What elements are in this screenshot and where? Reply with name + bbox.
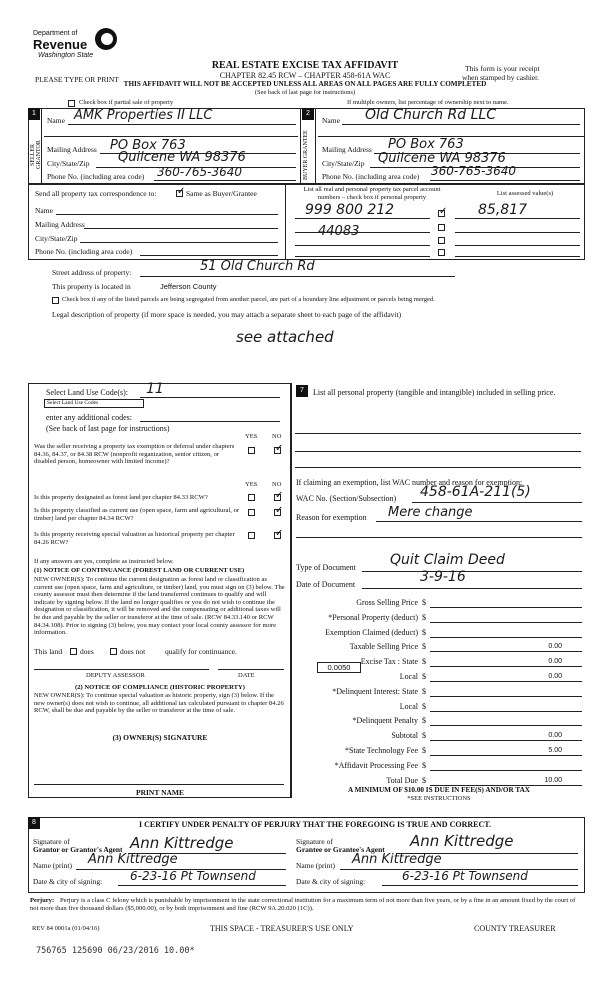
perjury-label: Perjury: bbox=[30, 897, 55, 904]
grantor-sig-label: Signature of bbox=[33, 837, 70, 846]
q3-no-checkbox[interactable] bbox=[274, 509, 281, 516]
county-treasurer: COUNTY TREASURER bbox=[474, 924, 556, 933]
local-rate: 0.0050 bbox=[327, 663, 351, 672]
tax-row-dollar: $ bbox=[422, 686, 426, 696]
doc-date-label: Date of Document bbox=[296, 580, 356, 589]
form-chapter: CHAPTER 82.45 RCW – CHAPTER 458-61A WAC bbox=[219, 71, 391, 80]
same-as-buyer-label: Same as Buyer/Grantee bbox=[186, 189, 257, 198]
question-4: Is this property receiving special valuation as historical property per chapter 84.26 RCW? bbox=[34, 531, 235, 546]
parcel-2[interactable]: 44083 bbox=[318, 224, 360, 239]
seller-name-label: Name bbox=[47, 116, 65, 125]
q1-no-checkbox[interactable] bbox=[274, 447, 281, 454]
grantor-agent-label: Grantor or Grantor's Agent bbox=[33, 845, 123, 854]
tax-row-label: *Affidavit Processing Fee bbox=[334, 760, 418, 770]
tax-row-label: *Delinquent Interest: State bbox=[332, 686, 418, 696]
receipt-note-2: when stamped by cashier. bbox=[462, 73, 540, 82]
tax-row-dollar: $ bbox=[422, 746, 426, 755]
parcel-header-2: numbers – check box if personal property bbox=[317, 194, 427, 201]
land-use-see-back: (See back of last page for instructions) bbox=[46, 424, 170, 433]
tax-row-label: *Personal Property (deduct) bbox=[328, 612, 418, 622]
parcel-header-1: List all real and personal property tax parcel account bbox=[303, 186, 441, 193]
does-not-checkbox[interactable] bbox=[110, 648, 117, 655]
notice2-title: (2) NOTICE OF COMPLIANCE (HISTORIC PROPERTY) bbox=[75, 684, 245, 691]
grantor-name[interactable]: Ann Kittredge bbox=[88, 852, 178, 867]
dor-logo-line1: Department of bbox=[33, 30, 78, 37]
seller-side-label: SELLER GRANTOR bbox=[30, 140, 42, 170]
partial-sale-checkbox[interactable] bbox=[68, 100, 75, 107]
seller-phone-label: Phone No. (including area code) bbox=[47, 172, 145, 181]
tax-row-dollar: $ bbox=[422, 627, 426, 637]
tax-row-label: Total Due bbox=[386, 775, 418, 785]
q3-yes-checkbox[interactable] bbox=[248, 509, 255, 516]
buyer-name-label: Name bbox=[322, 116, 340, 125]
tax-row-label: Local bbox=[399, 701, 418, 711]
land-use-code[interactable]: 11 bbox=[146, 381, 164, 397]
section-8-marker: 8 bbox=[28, 817, 40, 829]
tax-row-label: *Delinquent Penalty bbox=[352, 716, 418, 726]
yes-header-2: YES bbox=[245, 481, 258, 488]
owner-signature-label: (3) OWNER(S) SIGNATURE bbox=[112, 733, 208, 742]
doc-date[interactable]: 3-9-16 bbox=[420, 569, 466, 585]
tax-row-dollar: $ bbox=[422, 612, 426, 622]
question-3: Is this property classified as current use (open space, farm and agricultural, or timber) land per chapter 84.34 RCW? bbox=[34, 507, 240, 522]
seller-mailing[interactable]: PO Box 763 bbox=[110, 138, 186, 153]
grantor-name-label: Name (print) bbox=[33, 861, 72, 870]
treasurer-stamp: 756765 125690 06/23/2016 10.00* bbox=[36, 946, 195, 956]
parcel4-personal-checkbox[interactable] bbox=[438, 249, 445, 256]
parcel-1[interactable]: 999 800 212 bbox=[305, 202, 395, 218]
tax-row-value[interactable]: 0.00 bbox=[548, 732, 562, 740]
tax-row-dollar: $ bbox=[422, 598, 426, 607]
see-instructions: *SEE INSTRUCTIONS bbox=[407, 795, 471, 802]
reason-label: Reason for exemption bbox=[296, 513, 367, 522]
tax-row-value[interactable]: 0.00 bbox=[548, 643, 562, 651]
treasurer-space: THIS SPACE - TREASURER'S USE ONLY bbox=[210, 924, 354, 933]
tax-row-value[interactable]: 0.00 bbox=[548, 673, 562, 680]
personal-property-label: List all personal property (tangible and intangible) included in selling price. bbox=[313, 388, 556, 397]
tax-row-label: Subtotal bbox=[391, 731, 418, 741]
notice2-body: NEW OWNER(S): To continue special valuation as historic property, sign (3) below. If the new owner(s) does not wish to continue, all additional tax calculated pursuant to chapter 84.26 RCW, shall be due and payable by the seller or transferor at the time of sale. bbox=[34, 692, 284, 715]
doc-type-label: Type of Document bbox=[296, 563, 356, 572]
tax-row-dollar: $ bbox=[422, 642, 426, 652]
legal-description[interactable]: see attached bbox=[236, 328, 334, 346]
does-label: does bbox=[80, 647, 94, 656]
q2-yes-checkbox[interactable] bbox=[248, 494, 255, 501]
tax-row-dollar: $ bbox=[422, 657, 426, 667]
question-2: Is this property designated as forest land per chapter 84.33 RCW? bbox=[34, 494, 208, 501]
please-type: PLEASE TYPE OR PRINT bbox=[35, 75, 119, 84]
tax-row-label: Excise Tax : State bbox=[360, 657, 418, 667]
does-checkbox[interactable] bbox=[70, 648, 77, 655]
tax-row-label: Taxable Selling Price bbox=[349, 642, 418, 652]
wac-label: WAC No. (Section/Subsection) bbox=[296, 494, 397, 503]
parcel3-personal-checkbox[interactable] bbox=[438, 237, 445, 244]
buyer-mailing[interactable]: PO Box 763 bbox=[388, 137, 464, 152]
q1-yes-checkbox[interactable] bbox=[248, 447, 255, 454]
buyer-city-label: City/State/Zip bbox=[322, 159, 365, 168]
assessed-header: List assessed value(s) bbox=[496, 190, 554, 197]
corr-city-label: City/State/Zip bbox=[35, 234, 78, 243]
perjury-text: Perjury is a class C felony which is punishable by imprisonment in the state correctional institution for a maximum term of not more than five years, or by a fine in an amount fixed by the court of not more than five thousand dollars ($5,000.00), or by both imprisonment and fine (RCW 9A.20.020 (1C)). bbox=[30, 897, 576, 912]
grantor-date-label: Date & city of signing: bbox=[33, 877, 103, 886]
receipt-note-1: This form is your receipt bbox=[465, 64, 540, 73]
grantee-name-label: Name (print) bbox=[296, 861, 335, 870]
section-1-marker: 1 bbox=[28, 108, 40, 120]
no-header-1: NO bbox=[272, 433, 282, 440]
notice1-title: (1) NOTICE OF CONTINUANCE (FOREST LAND OR CURRENT USE) bbox=[34, 567, 245, 574]
q2-no-checkbox[interactable] bbox=[274, 494, 281, 501]
dor-logo-line2: Revenue bbox=[33, 37, 88, 52]
corr-name-label: Name bbox=[35, 206, 53, 215]
seller-city-label: City/State/Zip bbox=[47, 159, 90, 168]
doc-type[interactable]: Quit Claim Deed bbox=[390, 552, 505, 568]
seller-city[interactable]: Quilcene WA 98376 bbox=[118, 150, 246, 165]
form-see-back: (See back of last page for instructions) bbox=[254, 89, 356, 96]
segregated-label: Check box if any of the listed parcels are being segregated from another parcel, are part of a boundary line adjustment or parcels being merged. bbox=[62, 296, 435, 303]
this-land-label: This land bbox=[34, 647, 63, 656]
tax-row-label: *State Technology Fee bbox=[344, 746, 418, 755]
additional-codes-label: enter any additional codes: bbox=[46, 413, 132, 422]
deputy-assessor-label: DEPUTY ASSESSOR bbox=[86, 672, 145, 679]
buyer-phone[interactable]: 360-765-3640 bbox=[431, 164, 517, 178]
grantee-sig-label: Signature of bbox=[296, 837, 333, 846]
question-1: Was the seller receiving a property tax exemption or deferral under chapters 84.36, 84.37, or 84.38 RCW (nonprofit organization, senior citizen, or disabled person, homeowner with limited income)? bbox=[34, 443, 235, 466]
buyer-mailing-label: Mailing Address bbox=[322, 145, 372, 154]
tax-row-value[interactable]: 10.00 bbox=[544, 776, 562, 784]
parcel2-personal-checkbox[interactable] bbox=[438, 224, 445, 231]
land-use-label: Select Land Use Code(s): bbox=[46, 388, 128, 397]
tax-row-label: Gross Selling Price bbox=[356, 598, 418, 607]
grantor-date[interactable]: 6-23-16 Pt Townsend bbox=[130, 869, 256, 883]
located-label: This property is located in bbox=[52, 282, 131, 291]
minimum-due: A MINIMUM OF $10.00 IS DUE IN FEE(S) AND/OR TAX bbox=[348, 786, 530, 794]
seller-mailing-label: Mailing Address bbox=[47, 145, 97, 154]
certify-statement: I CERTIFY UNDER PENALTY OF PERJURY THAT THE FOREGOING IS TRUE AND CORRECT. bbox=[138, 820, 491, 829]
qualify-label: qualify for continuance. bbox=[165, 647, 237, 656]
yes-header-1: YES bbox=[245, 433, 258, 440]
partial-sale-label: Check box if partial sale of property bbox=[79, 99, 174, 106]
street-label: Street address of property: bbox=[52, 268, 132, 277]
exemption-intro: If claiming an exemption, list WAC number and reason for exemption: bbox=[296, 478, 523, 487]
tax-row-dollar: $ bbox=[422, 672, 426, 681]
section-7-marker: 7 bbox=[296, 385, 308, 397]
tax-row-label: Exemption Claimed (deduct) bbox=[325, 627, 418, 637]
tax-row-dollar: $ bbox=[422, 731, 426, 741]
corr-mailing-label: Mailing Address bbox=[35, 220, 85, 229]
grantor-signature[interactable]: Ann Kittredge bbox=[130, 834, 234, 852]
grantee-date[interactable]: 6-23-16 Pt Townsend bbox=[402, 869, 528, 883]
form-warning: THIS AFFIDAVIT WILL NOT BE ACCEPTED UNLESS ALL AREAS ON ALL PAGES ARE FULLY COMPLETED bbox=[123, 80, 487, 88]
grantee-signature[interactable]: Ann Kittredge bbox=[410, 832, 514, 850]
assessed-1[interactable]: 85,817 bbox=[478, 202, 527, 218]
land-use-dropdown-label: Select Land Use Codes bbox=[47, 400, 99, 406]
dor-logo bbox=[33, 26, 123, 66]
tax-row-label: Local bbox=[399, 672, 418, 681]
tax-row-value[interactable]: 0.00 bbox=[548, 658, 562, 666]
seller-name[interactable]: AMK Properties II LLC bbox=[74, 108, 213, 123]
section-2-marker: 2 bbox=[302, 108, 314, 120]
dor-logo-line3: Washington State bbox=[38, 52, 94, 59]
deputy-date-label: DATE bbox=[238, 672, 255, 679]
send-correspondence-label: Send all property tax correspondence to: bbox=[35, 189, 157, 198]
tax-row-value[interactable]: 5.00 bbox=[548, 747, 562, 754]
seller-phone[interactable]: 360-765-3640 bbox=[157, 165, 243, 179]
segregated-checkbox[interactable] bbox=[52, 297, 59, 304]
parcel1-personal-checkbox[interactable] bbox=[438, 210, 445, 217]
form-title: REAL ESTATE EXCISE TAX AFFIDAVIT bbox=[211, 60, 399, 71]
if-yes-note: If any answers are yes, complete as instructed below. bbox=[34, 558, 174, 565]
exemption-reason[interactable]: Mere change bbox=[388, 505, 473, 520]
does-not-label: does not bbox=[120, 647, 146, 656]
county: Jefferson County bbox=[160, 282, 217, 291]
notice1-body: NEW OWNER(S): To continue the current designation as forest land or classification as current use (open space, farm and agriculture, or timber) land, you must sign on (3) below. The county assessor must then determine if the land transferred continues to qualify and will indicate by signing below. If the land no longer qualifies or you do not wish to continue the designation or classification, it will be removed and the compensating or additional taxes will be due and payable by the seller or transferor at the time of sale. (RCW 84.33.140 or RCW 84.34.108). Prior to signing (3) below, you may contact your local county assessor for more information. bbox=[34, 576, 285, 637]
buyer-side-label: BUYER GRANTEE bbox=[303, 130, 309, 180]
print-name-label: PRINT NAME bbox=[136, 788, 184, 797]
corr-phone-label: Phone No. (including area code) bbox=[35, 247, 133, 256]
grantee-date-label: Date & city of signing: bbox=[296, 877, 366, 886]
tax-row-dollar: $ bbox=[422, 760, 426, 770]
buyer-city[interactable]: Quilcene WA 98376 bbox=[378, 151, 506, 166]
tax-row-dollar: $ bbox=[422, 716, 426, 726]
street-address[interactable]: 51 Old Church Rd bbox=[200, 259, 315, 274]
no-header-2: NO bbox=[272, 481, 282, 488]
tax-row-dollar: $ bbox=[422, 775, 426, 785]
multiple-owners-note: If multiple owners, list percentage of ownership next to name. bbox=[347, 99, 509, 106]
q4-no-checkbox[interactable] bbox=[274, 532, 281, 539]
buyer-name[interactable]: Old Church Rd LLC bbox=[365, 107, 496, 123]
legal-label: Legal description of property (if more space is needed, you may attach a separate sheet to each page of the affidavit) bbox=[52, 310, 402, 319]
buyer-phone-label: Phone No. (including area code) bbox=[322, 172, 420, 181]
grantee-agent-label: Grantee or Grantee's Agent bbox=[296, 845, 385, 854]
wac-number[interactable]: 458-61A-211(5) bbox=[420, 484, 531, 500]
grantee-name[interactable]: Ann Kittredge bbox=[352, 852, 442, 867]
tax-row-dollar: $ bbox=[422, 701, 426, 711]
q4-yes-checkbox[interactable] bbox=[248, 532, 255, 539]
form-revision: REV 84 0001a (01/04/16) bbox=[32, 925, 100, 932]
same-as-buyer-checkbox[interactable] bbox=[176, 190, 183, 197]
